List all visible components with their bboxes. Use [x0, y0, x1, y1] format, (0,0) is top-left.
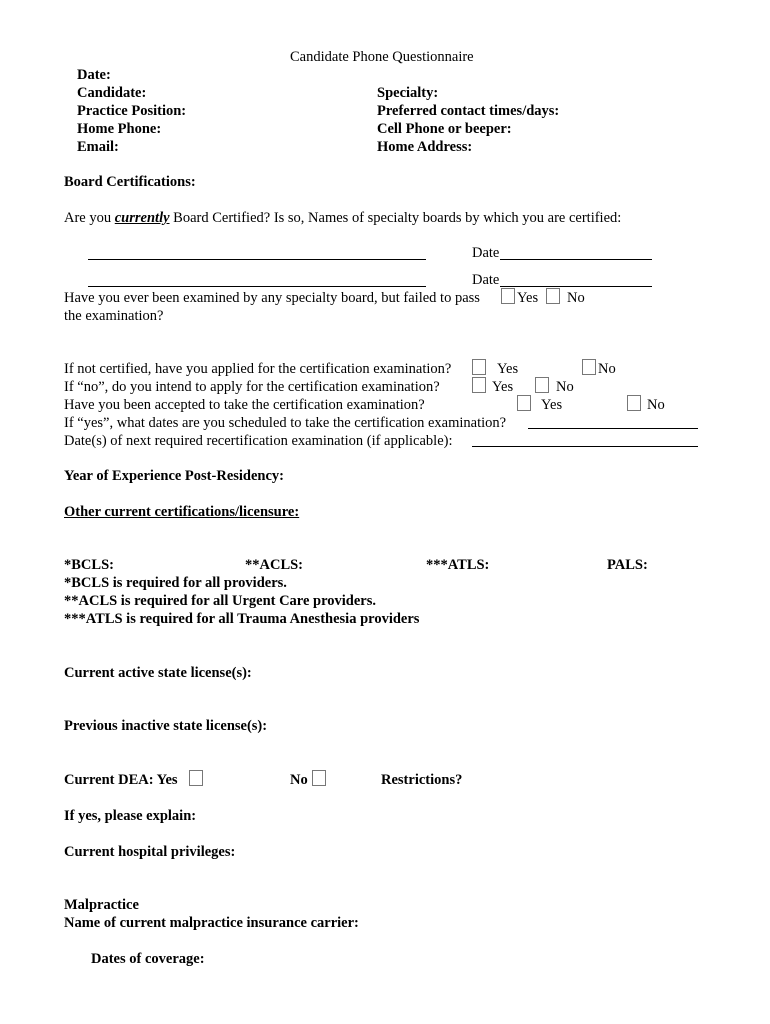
accepted-no-checkbox[interactable]	[627, 395, 641, 411]
malpractice-heading: Malpractice	[64, 897, 139, 913]
failed-yes-label: Yes	[517, 290, 539, 306]
dea-label: Current DEA: Yes	[64, 772, 178, 788]
acls-note: **ACLS is required for all Urgent Care providers.	[64, 593, 377, 609]
applied-no-label: No	[598, 361, 616, 377]
hospital-privileges-label: Current hospital privileges:	[64, 844, 236, 860]
intend-yes-checkbox[interactable]	[472, 377, 486, 393]
accepted-yes-label: Yes	[541, 397, 563, 413]
carrier-label: Name of current malpractice insurance carrier:	[64, 915, 359, 931]
intend-no-label: No	[556, 379, 574, 395]
active-license-label: Current active state license(s):	[64, 665, 252, 681]
failed-yes-checkbox[interactable]	[501, 288, 515, 304]
applied-no-checkbox[interactable]	[582, 359, 596, 375]
pals-label: PALS:	[607, 557, 648, 573]
board-name-line-2[interactable]	[88, 286, 426, 287]
date-line-1[interactable]	[500, 259, 652, 260]
dea-yes-checkbox[interactable]	[189, 770, 203, 786]
accepted-yes-checkbox[interactable]	[517, 395, 531, 411]
acls-label: **ACLS:	[245, 557, 304, 573]
date-label: Date:	[77, 67, 111, 83]
date-label-2: Date	[472, 272, 500, 288]
practice-position-label: Practice Position:	[77, 103, 187, 119]
intend-yes-label: Yes	[492, 379, 514, 395]
certified-question-pre: Are you	[64, 210, 115, 226]
applied-yes-label: Yes	[497, 361, 519, 377]
scheduled-dates-question: If “yes”, what dates are you scheduled to take the certification examination?	[64, 415, 507, 431]
failed-exam-question-line2: the examination?	[64, 308, 164, 324]
specialty-label: Specialty:	[377, 85, 439, 101]
page-title: Candidate Phone Questionnaire	[290, 49, 474, 65]
applied-yes-checkbox[interactable]	[472, 359, 486, 375]
certified-question-post: Board Certified? Is so, Names of specialty boards by which you are certified:	[169, 210, 622, 226]
failed-no-label: No	[567, 290, 585, 306]
intend-no-checkbox[interactable]	[535, 377, 549, 393]
inactive-license-label: Previous inactive state license(s):	[64, 718, 268, 734]
atls-note: ***ATLS is required for all Trauma Anesthesia providers	[64, 611, 420, 627]
contact-times-label: Preferred contact times/days:	[377, 103, 560, 119]
other-certifications-heading: Other current certifications/licensure:	[64, 504, 300, 520]
bcls-note: *BCLS is required for all providers.	[64, 575, 287, 591]
cell-phone-label: Cell Phone or beeper:	[377, 121, 512, 137]
home-phone-label: Home Phone:	[77, 121, 162, 137]
certified-question	[64, 209, 621, 227]
dea-no-checkbox[interactable]	[312, 770, 326, 786]
recert-line[interactable]	[472, 446, 698, 447]
certified-question-emphasis: currently	[114, 210, 170, 226]
date-line-2[interactable]	[500, 286, 652, 287]
home-address-label: Home Address:	[377, 139, 473, 155]
scheduled-dates-line[interactable]	[528, 428, 698, 429]
experience-label: Year of Experience Post-Residency:	[64, 468, 284, 484]
email-label: Email:	[77, 139, 119, 155]
dea-no-label: No	[290, 772, 308, 788]
accepted-no-label: No	[647, 397, 665, 413]
candidate-label: Candidate:	[77, 85, 147, 101]
date-label-1: Date	[472, 245, 500, 261]
applied-question: If not certified, have you applied for the certification examination?	[64, 361, 452, 377]
board-name-line-1[interactable]	[88, 259, 426, 260]
restrictions-label: Restrictions?	[381, 772, 463, 788]
coverage-dates-label: Dates of coverage:	[91, 951, 205, 967]
bcls-label: *BCLS:	[64, 557, 114, 573]
failed-no-checkbox[interactable]	[546, 288, 560, 304]
atls-label: ***ATLS:	[426, 557, 490, 573]
explain-label: If yes, please explain:	[64, 808, 197, 824]
board-certifications-heading: Board Certifications:	[64, 174, 196, 190]
recert-question: Date(s) of next required recertification examination (if applicable):	[64, 433, 453, 449]
accepted-question: Have you been accepted to take the certification examination?	[64, 397, 425, 413]
intend-question: If “no”, do you intend to apply for the certification examination?	[64, 379, 440, 395]
failed-exam-question-line1: Have you ever been examined by any specialty board, but failed to pass	[64, 290, 480, 306]
